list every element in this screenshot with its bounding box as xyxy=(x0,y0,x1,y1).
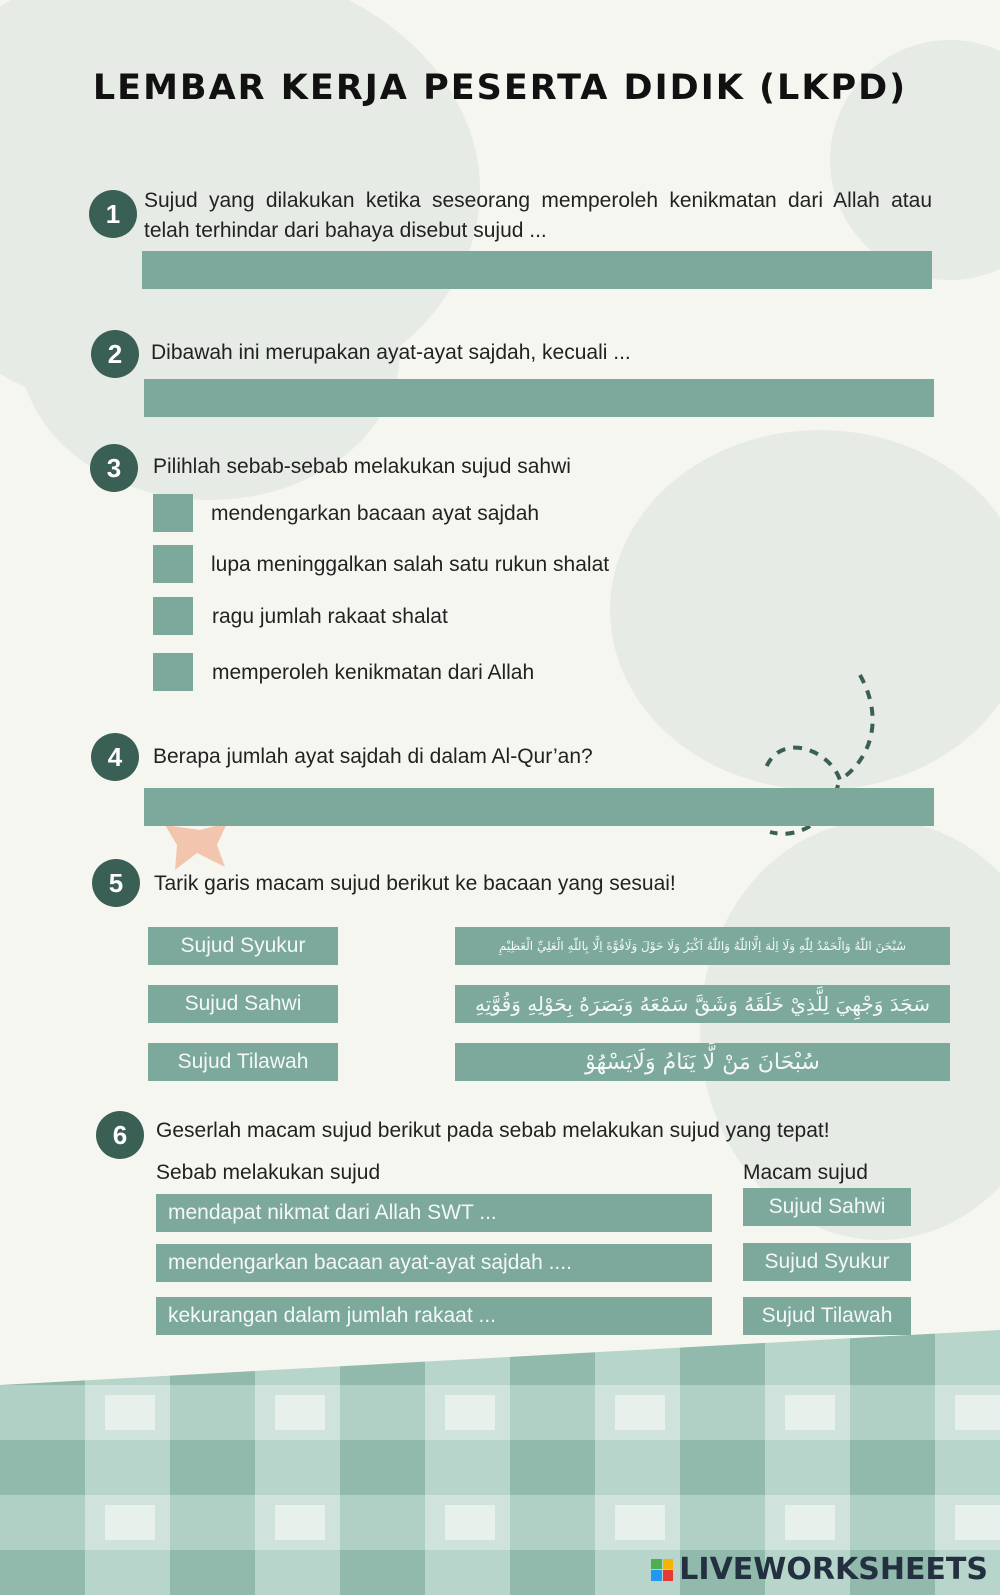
macam-draggable-item[interactable]: Sujud Sahwi xyxy=(743,1188,911,1226)
page-title: LEMBAR KERJA PESERTA DIDIK (LKPD) xyxy=(92,68,908,108)
liveworksheets-logo xyxy=(651,1552,988,1587)
option-label: memperoleh kenikmatan dari Allah xyxy=(212,661,535,684)
macam-column-label: Macam sujud xyxy=(743,1161,868,1184)
option-label: lupa meninggalkan salah satu rukun shalat xyxy=(211,553,610,576)
option-checkbox[interactable] xyxy=(153,545,193,583)
question-6-text: Geserlah macam sujud berikut pada sebab melakukan sujud yang tepat! xyxy=(156,1119,830,1142)
question-1-text: Sujud yang dilakukan ketika seseorang memperoleh kenikmatan dari Allah atau telah terhindar dari bahaya disebut sujud ... xyxy=(144,189,932,242)
sebab-column-label: Sebab melakukan sujud xyxy=(156,1161,381,1184)
question-3-text: Pilihlah sebab-sebab melakukan sujud sahwi xyxy=(153,455,571,478)
sebab-drop-target[interactable]: mendengarkan bacaan ayat-ayat sajdah .... xyxy=(156,1244,712,1282)
question-number-badge: 5 xyxy=(92,859,140,907)
logo-mark-icon xyxy=(651,1559,673,1581)
question-2-answer-field[interactable] xyxy=(144,379,934,417)
option-checkbox[interactable] xyxy=(153,653,193,691)
option-checkbox[interactable] xyxy=(153,597,193,635)
question-5-text: Tarik garis macam sujud berikut ke bacaan yang sesuai! xyxy=(154,872,676,895)
option-label: mendengarkan bacaan ayat sajdah xyxy=(211,502,540,525)
question-number-badge: 1 xyxy=(89,190,137,238)
option-label: ragu jumlah rakaat shalat xyxy=(212,605,448,628)
macam-draggable-item[interactable]: Sujud Syukur xyxy=(743,1243,911,1281)
macam-draggable-item[interactable]: Sujud Tilawah xyxy=(743,1297,911,1335)
question-number-badge: 6 xyxy=(96,1111,144,1159)
question-1-answer-field[interactable] xyxy=(142,251,932,289)
sebab-drop-target[interactable]: kekurangan dalam jumlah rakaat ... xyxy=(156,1297,712,1335)
question-4-text: Berapa jumlah ayat sajdah di dalam Al-Qur’an? xyxy=(153,745,593,768)
brand-name: LIVEWORKSHEETS xyxy=(679,1552,988,1587)
match-left-item[interactable]: Sujud Sahwi xyxy=(148,985,338,1023)
question-number-badge: 2 xyxy=(91,330,139,378)
match-right-item[interactable]: سُبْحَانَ مَنْ لَّا يَنَامُ وَلَايَسْهُوْ xyxy=(455,1043,950,1081)
question-number-badge: 3 xyxy=(90,444,138,492)
match-left-item[interactable]: Sujud Tilawah xyxy=(148,1043,338,1081)
sebab-drop-target[interactable]: mendapat nikmat dari Allah SWT ... xyxy=(156,1194,712,1232)
question-4-answer-field[interactable] xyxy=(144,788,934,826)
match-right-item[interactable]: سُبْحَنَ اللّٰهُ وَالْحَمْدُ لِلّٰهِ وَلَا اِلٰهَ اِلَّااللّٰهُ وَاللّٰهُ اَكْبَرُ وَلَا حَوْلَ وَلَاقُوَّةَ اِلَّا بِاللّٰهِ الْعَلِيِّ الْعَظِيْمِ xyxy=(455,927,950,965)
match-left-item[interactable]: Sujud Syukur xyxy=(148,927,338,965)
question-number-badge: 4 xyxy=(91,733,139,781)
option-checkbox[interactable] xyxy=(153,494,193,532)
match-right-item[interactable]: سَجَدَ وَجْهِيَ لِلَّذِيْ خَلَقَهُ وَشَقَّ سَمْعَهُ وَبَصَرَهُ بِحَوْلِهِ وَقُوَّتِهِ xyxy=(455,985,950,1023)
question-2-text: Dibawah ini merupakan ayat-ayat sajdah, kecuali ... xyxy=(151,341,631,364)
